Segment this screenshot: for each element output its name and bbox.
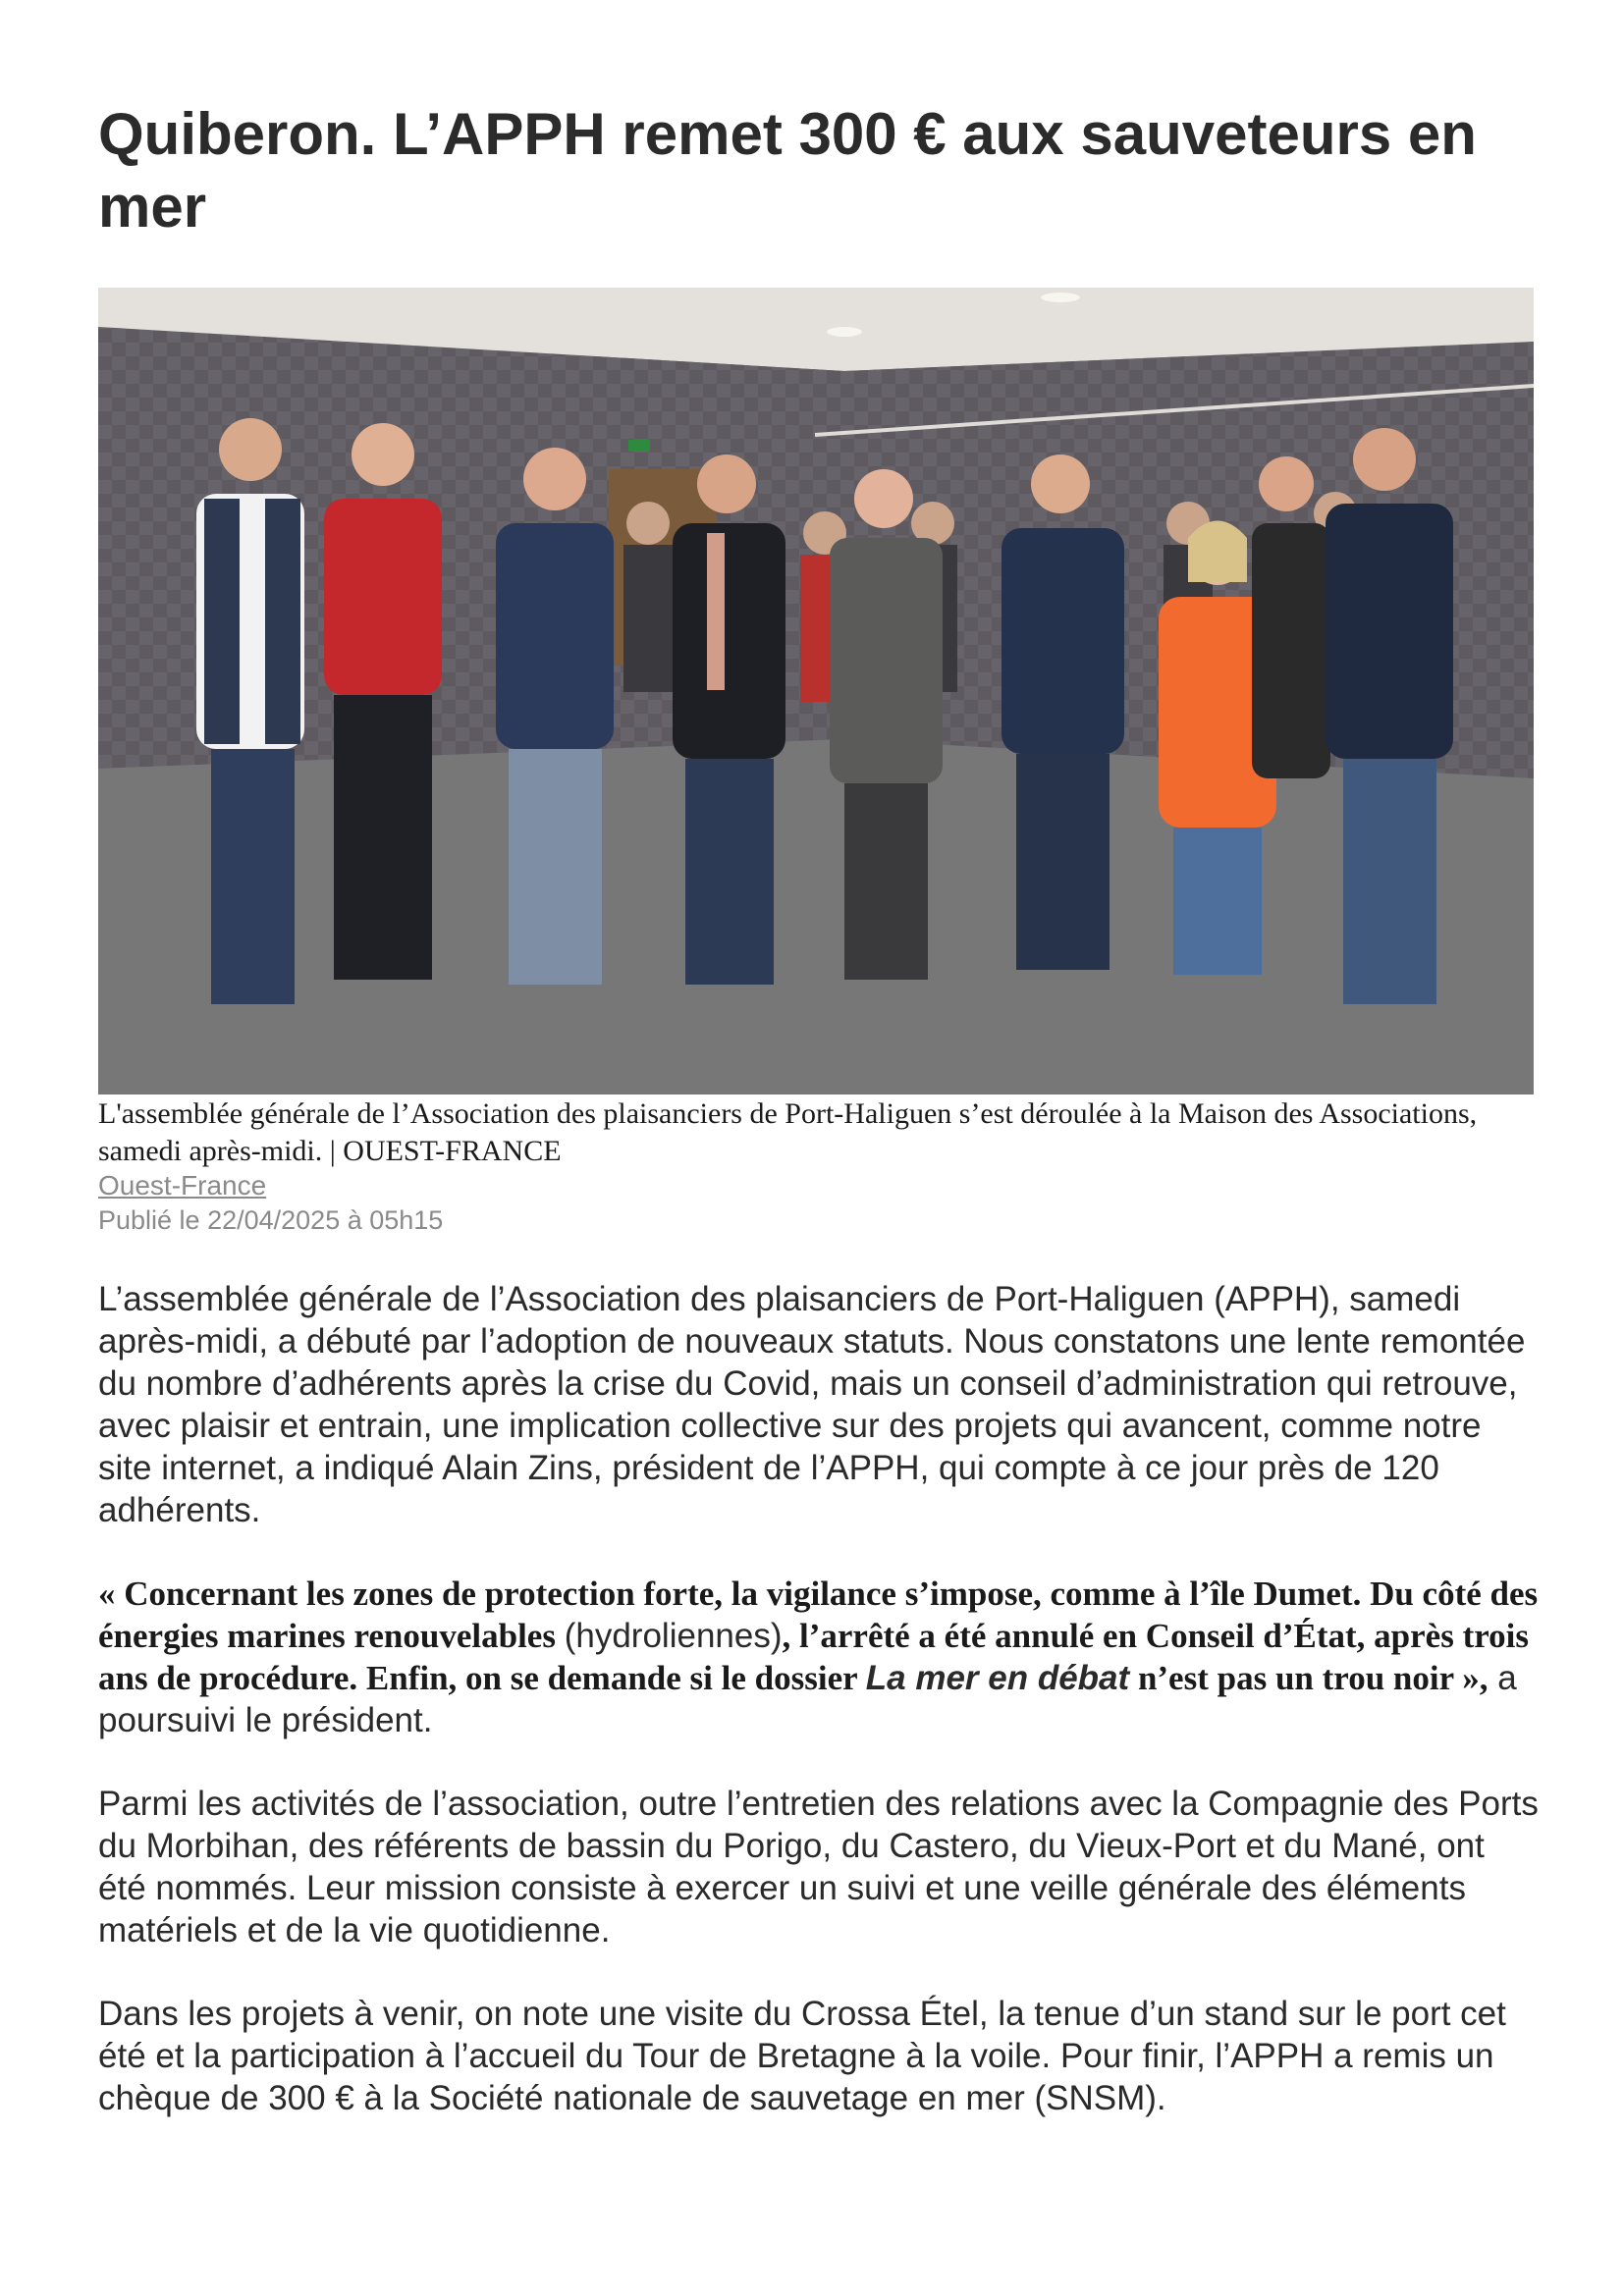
quote-part-4: La mer en débat <box>865 1659 1130 1697</box>
paragraph-intro: L’assemblée générale de l’Association des plaisanciers de Port-Haliguen (APPH), samedi après-midi, a débuté par l’adoption de nouveaux statuts. Nous constatons une lente remontée du nombre d’adhérents après la crise du Covid, mais un conseil d’administration qui retrouve, avec plaisir et entrain, une implication collective sur des projets qui avancent, comme notre site internet, a indiqué Alain Zins, président de l’APPH, qui compte à ce jour près de 120 adhérents. <box>98 1280 1526 1529</box>
article-title: Quiberon. L’APPH remet 300 € aux sauveteurs en mer <box>98 101 1477 240</box>
group-photo-illustration <box>98 288 1534 1095</box>
quote-part-2: (hydroliennes) <box>564 1617 783 1655</box>
paragraph-projects: Dans les projets à venir, on note une visite du Crossa Étel, la tenue d’un stand sur le port cet été et la participation à l’accueil du Tour de Bretagne à la voile. Pour finir, l’APPH a remis un chèque de 300 € à la Société nationale de sauvetage en mer (SNSM). <box>98 1995 1506 2117</box>
source-link[interactable]: Ouest-France <box>98 1170 267 1201</box>
photo-caption: L'assemblée générale de l’Association des plaisanciers de Port-Haliguen s’est déroulée à la Maison des Associations, samedi après-midi. | OUEST-FRANCE <box>98 1097 1478 1167</box>
publish-date: Publié le 22/04/2025 à 05h15 <box>98 1205 444 1235</box>
quote-part-3: , l’arrêté a été annulé en Conseil d’État, après trois ans de procédure. Enfin, on se demande si le dossier <box>98 1617 1529 1697</box>
quote-part-5: n’est pas un trou noir », <box>1129 1659 1489 1697</box>
article-photo <box>98 288 1534 1095</box>
paragraph-activities: Parmi les activités de l’association, outre l’entretien des relations avec la Compagnie des Ports du Morbihan, des référents de bassin du Porigo, du Castero, du Vieux-Port et du Mané, ont été nommés. Leur mission consiste à exercer un suivi et une veille générale des éléments matériels et de la vie quotidienne. <box>98 1785 1539 1949</box>
paragraph-quote <box>98 1573 1542 1741</box>
quote-part-1: « Concernant les zones de protection forte, la vigilance s’impose, comme à l’île Dumet. Du côté des énergies marines renouvelables <box>98 1575 1539 1655</box>
quote-part-6: a poursuivi le président. <box>98 1659 1517 1739</box>
